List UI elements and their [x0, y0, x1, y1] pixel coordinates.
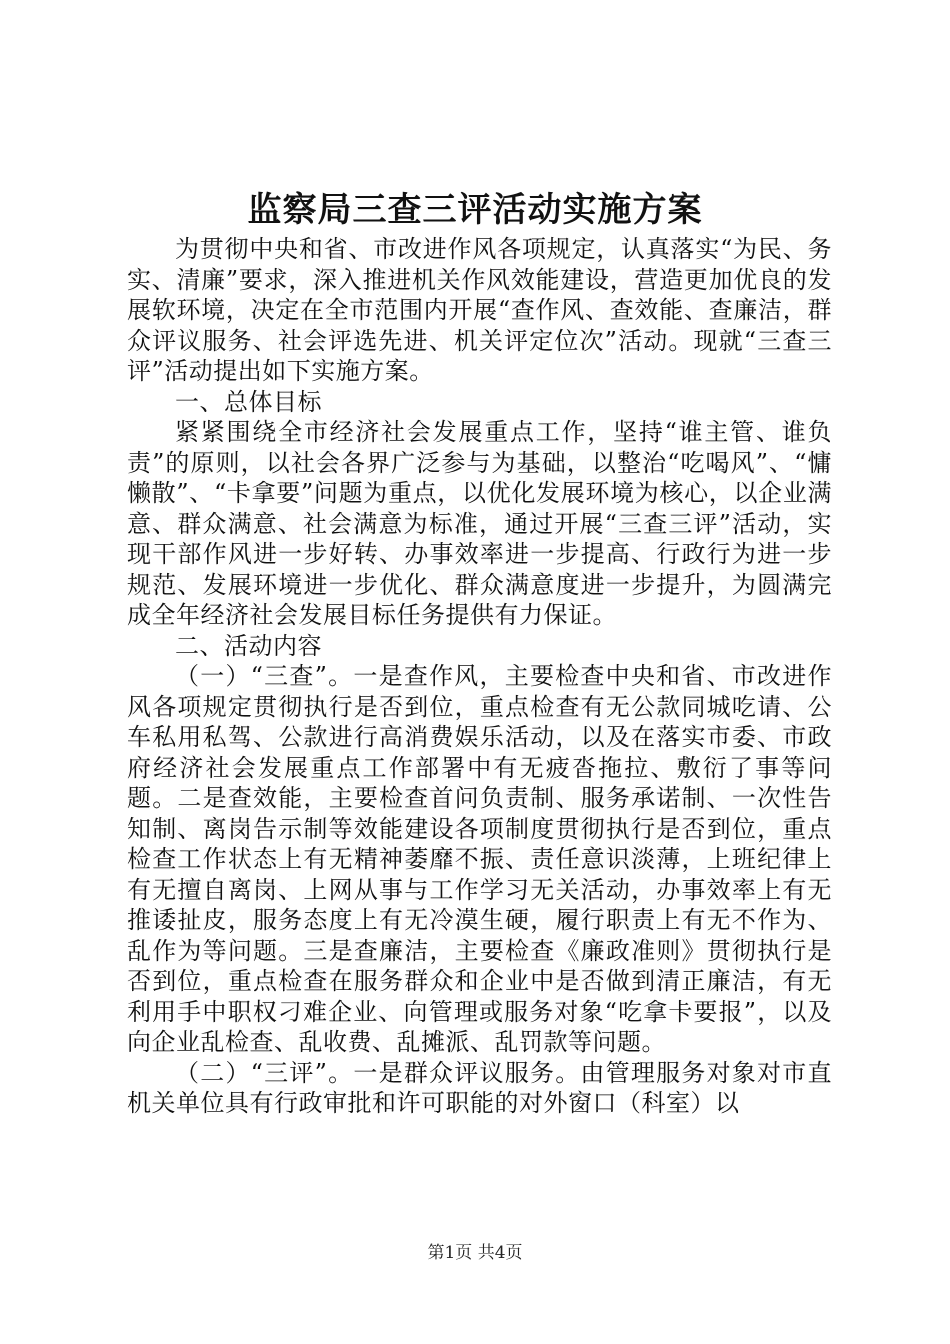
- goals-paragraph: 紧紧围绕全市经济社会发展重点工作，坚持“谁主管、谁负责”的原则，以社会各界广泛参与为基础，以整治“吃喝风”、“慵懒散”、“卡拿要”问题为重点，以优化发展环境为核心，以企业满意、群众满意、社会满意为标准，通过开展“三查三评”活动，实现干部作风进一步好转、办事效率进一步提高、行政行为进一步规范、发展环境进一步优化、群众满意度进一步提升，为圆满完成全年经济社会发展目标任务提供有力保证。: [127, 418, 832, 629]
- document-body: [127, 234, 832, 1119]
- three-evaluations-paragraph: （二）“三评”。一是群众评议服务。由管理服务对象对市直机关单位具有行政审批和许可职能的对外窗口（科室）以: [127, 1058, 832, 1117]
- document-title: 监察局三查三评活动实施方案: [247, 190, 703, 230]
- page-footer: 第1页 共4页: [427, 1243, 523, 1263]
- intro-paragraph: 为贯彻中央和省、市改进作风各项规定，认真落实“为民、务实、清廉”要求，深入推进机关作风效能建设，营造更加优良的发展软环境，决定在全市范围内开展“查作风、查效能、查廉洁，群众评议服务、社会评选先进、机关评定位次”活动。现就“三查三评”活动提出如下实施方案。: [127, 235, 832, 385]
- section-heading-goals: 一、总体目标: [175, 387, 322, 416]
- three-checks-paragraph: （一）“三查”。一是查作风，主要检查中央和省、市改进作风各项规定贯彻执行是否到位，重点检查有无公款同城吃请、公车私用私驾、公款进行高消费娱乐活动，以及在落实市委、市政府经济社会发展重点工作部署中有无疲沓拖拉、敷衍了事等问题。二是查效能，主要检查首问负责制、服务承诺制、一次性告知制、离岗告示制等效能建设各项制度贯彻执行是否到位，重点检查工作状态上有无精神萎靡不振、责任意识淡薄，上班纪律上有无擅自离岗、上网从事与工作学习无关活动，办事效率上有无推诿扯皮，服务态度上有无冷漠生硬，履行职责上有无不作为、乱作为等问题。三是查廉洁，主要检查《廉政准则》贯彻执行是否到位，重点检查在服务群众和企业中是否做到清正廉洁，有无利用手中职权刁难企业、向管理或服务对象“吃拿卡要报”，以及向企业乱检查、乱收费、乱摊派、乱罚款等问题。: [127, 662, 832, 1056]
- section-heading-activities: 二、活动内容: [175, 631, 322, 660]
